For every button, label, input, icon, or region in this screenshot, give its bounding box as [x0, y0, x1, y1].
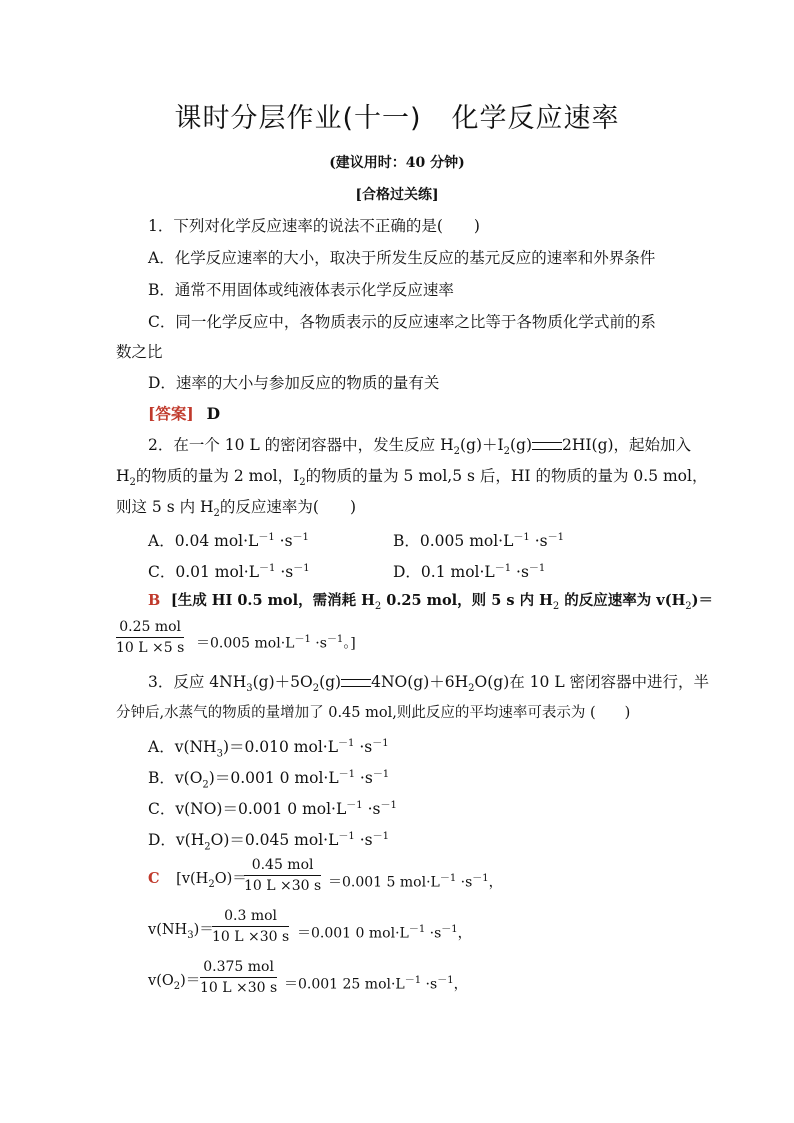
q2-stem-line2: $H_2$的物质的量为 2 mol，$I_2$的物质的量为 5 mol,5 s 后，HI 的物质的量为 0.5 mol，: [116, 467, 708, 489]
q2-option-d: D．0.1 $mol\cdot L^{-1} \cdot s^{-1}$: [393, 563, 546, 582]
q1-stem: 1．下列对化学反应速率的说法不正确的是( ): [148, 217, 480, 235]
title-series: 课时分层作业(十一): [174, 103, 422, 134]
q3-stem-line2: 分钟后,水蒸气的物质的量增加了 0.45 mol,则此反应的平均速率可表示为 ( ): [116, 705, 631, 721]
answer-value: D: [206, 404, 221, 423]
q2-explanation: B [生成 HI 0.5 mol，需消耗 $H_2$ 0.25 mol，则 5 s 内 $H_2$ 的反应速率为 $v(H_2)=$: [148, 592, 714, 612]
q3-result-3: ＝0.001 25 $mol\cdot L^{-1} \cdot s^{-1}$，: [284, 975, 468, 993]
q1-option-c-cont: 数之比: [116, 343, 163, 361]
q3-fraction-2: 0.3 mol 10 L ×30 s: [212, 908, 290, 945]
q1-option-a: A．化学反应速率的大小，取决于所发生反应的基元反应的速率和外界条件: [148, 249, 656, 267]
section-heading: [合格过关练]: [355, 187, 439, 203]
q1-option-c: C．同一化学反应中，各物质表示的反应速率之比等于各物质化学式前的系: [148, 313, 656, 331]
q2-option-b: B．0.005 $mol\cdot L^{-1} \cdot s^{-1}$: [393, 532, 564, 551]
title-topic: 化学反应速率: [451, 103, 620, 134]
page-title: [0, 96, 794, 135]
q3-option-a: A．$v(NH_3)=0.010$ $mol\cdot L^{-1} \cdot s^{-1}$: [148, 738, 389, 760]
q3-option-d: D．$v(H_2O)=0.045$ $mol\cdot L^{-1} \cdot s^{-1}$: [148, 831, 389, 853]
equilibrium-sign: [532, 442, 562, 450]
q2-option-c: C．0.01 $mol\cdot L^{-1} \cdot s^{-1}$: [148, 563, 310, 582]
q3-option-b: B．$v(O_2)=0.001$ 0 $mol\cdot L^{-1} \cdot s^{-1}$: [148, 769, 390, 791]
equilibrium-sign: [341, 679, 371, 687]
q3-result-2: ＝0.001 0 $mol\cdot L^{-1} \cdot s^{-1}$，: [297, 924, 472, 942]
q3-expl-line2-label: $v(NH_3)=$: [148, 922, 214, 941]
answer-tag: [答案]: [148, 404, 194, 423]
time-note: (建议用时：40 分钟): [329, 155, 465, 171]
q2-stem-line3: 则这 5 s 内 $H_2$的反应速率为( ): [116, 498, 357, 520]
q3-result-1: ＝0.001 5 $mol\cdot L^{-1} \cdot s^{-1}$，: [328, 873, 503, 891]
q3-option-c: C．v(NO)＝0.001 0 $mol\cdot L^{-1} \cdot s^{-1}$: [148, 800, 397, 819]
q2-result: ＝0.005 $mol\cdot L^{-1} \cdot s^{-1}$。]: [196, 634, 356, 652]
q1-option-d: D．速率的大小与参加反应的物质的量有关: [148, 374, 440, 392]
q3-fraction-1: 0.45 mol 10 L ×30 s: [244, 857, 322, 894]
q1-option-b: B．通常不用固体或纯液体表示化学反应速率: [148, 281, 454, 299]
q1-answer: [148, 404, 220, 424]
q3-expl-line1-label: C [$v(H_2O)=$: [148, 870, 247, 890]
q3-fraction-3: 0.375 mol 10 L ×30 s: [200, 959, 278, 996]
q2-stem-line1: 2．在一个 10 L 的密闭容器中，发生反应 $H_2(g)+I_2(g)$ 2HI(g)，起始加入: [148, 436, 692, 458]
q3-stem-line1: 3．反应 $4NH_3(g)+5O_2(g)$ $4NO(g)+6H_2O(g)$在 10 L 密闭容器中进行，半: [148, 673, 710, 695]
q2-option-a: A．0.04 $mol\cdot L^{-1} \cdot s^{-1}$: [148, 532, 309, 551]
q2-fraction: 0.25 mol 10 L ×5 s: [116, 619, 185, 656]
q3-expl-line3-label: $v(O_2)=$: [148, 973, 201, 992]
